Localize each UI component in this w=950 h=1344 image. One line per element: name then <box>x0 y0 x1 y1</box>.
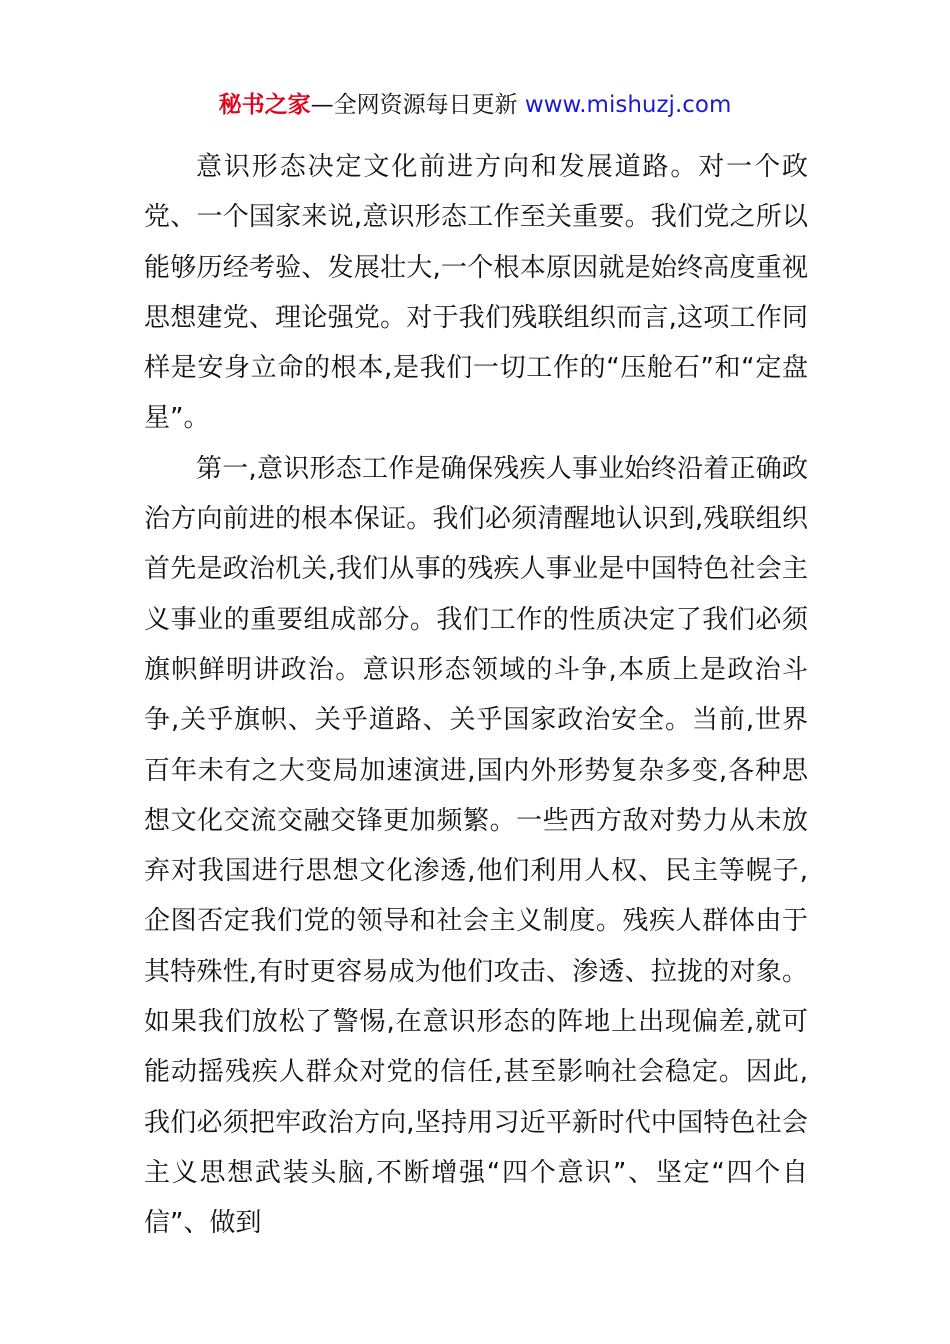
paragraph-2: 第一,意识形态工作是确保残疾人事业始终沿着正确政治方向前进的根本保证。我们必须清醒地认识到,残联组织首先是政治机关,我们从事的残疾人事业是中国特色社会主义事业的重要组成部分。我们工作的性质决定了我们必须旗帜鲜明讲政治。意识形态领域的斗争,本质上是政治斗争,关乎旗帜、关乎道路、关乎国家政治安全。当前,世界百年未有之大变局加速演进,国内外形势复杂多变,各种思想文化交流交融交锋更加频繁。一些西方敌对势力从未放弃对我国进行思想文化渗透,他们利用人权、民主等幌子,企图否定我们党的领导和社会主义制度。残疾人群体由于其特殊性,有时更容易成为他们攻击、渗透、拉拢的对象。如果我们放松了警惕,在意识形态的阵地上出现偏差,就可能动摇残疾人群众对党的信任,甚至影响社会稳定。因此,我们必须把牢政治方向,坚持用习近平新时代中国特色社会主义思想武装头脑,不断增强“四个意识”、坚定“四个自信”、做到 <box>144 453 808 1239</box>
header-url-link[interactable]: www.mishuzj.com <box>524 92 732 118</box>
page-header <box>0 88 950 122</box>
document-body <box>144 142 808 1249</box>
header-tagline: —全网资源每日更新 <box>310 92 525 118</box>
header-brand: 秘书之家 <box>218 92 311 118</box>
paragraph-1: 意识形态决定文化前进方向和发展道路。对一个政党、一个国家来说,意识形态工作至关重要。我们党之所以能够历经考验、发展壮大,一个根本原因就是始终高度重视思想建党、理论强党。对于我们残联组织而言,这项工作同样是安身立命的根本,是我们一切工作的“压舱石”和“定盘星”。 <box>144 152 808 434</box>
